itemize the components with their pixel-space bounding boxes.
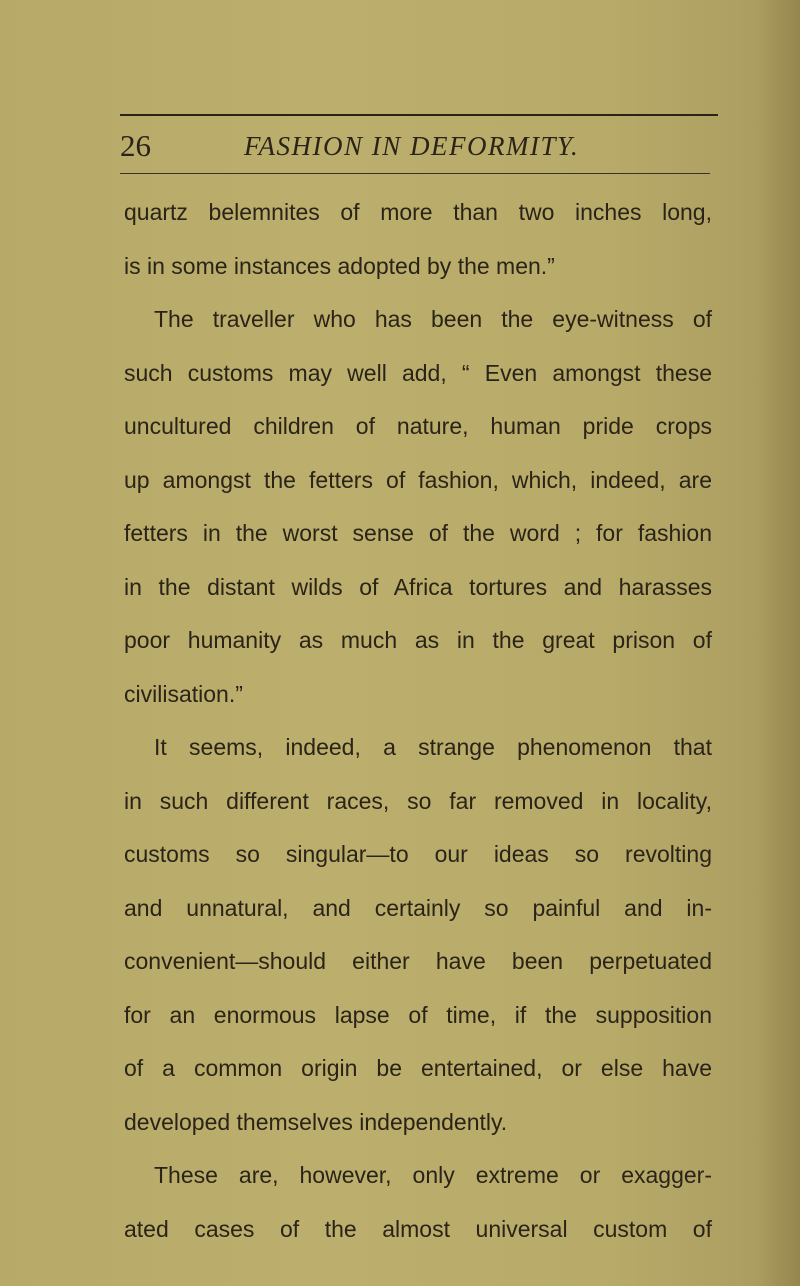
text-line: in such different races, so far removed in locality, <box>124 787 712 814</box>
text-line: for an enormous lapse of time, if the supposition <box>124 1001 712 1028</box>
header-rule-bottom <box>120 173 710 174</box>
text-line: convenient—should either have been perpetuated <box>124 948 712 974</box>
text-line: such customs may well add, “ Even amongst these <box>124 359 712 386</box>
text-line: civilisation.” <box>124 680 243 707</box>
text-line: uncultured children of nature, human pride crops <box>124 413 712 439</box>
text-line: poor humanity as much as in the great prison of <box>124 627 712 653</box>
text-line: in the distant wilds of Africa tortures and harasses <box>124 573 712 600</box>
page-number: 26 <box>120 128 151 163</box>
text-line: It seems, indeed, a strange phenomenon that <box>154 734 712 760</box>
text-line: is in some instances adopted by the men.” <box>124 252 555 279</box>
text-line: ated cases of the almost universal custom of <box>124 1215 712 1242</box>
text-line: These are, however, only extreme or exagger- <box>154 1162 712 1188</box>
body-text <box>124 186 712 1256</box>
page-edge-shadow <box>760 0 800 1286</box>
text-line: and unnatural, and certainly so painful and in- <box>124 894 712 921</box>
text-line: quartz belemnites of more than two inches long, <box>124 199 712 225</box>
header-rule-top <box>120 114 718 116</box>
text-line: of a common origin be entertained, or else have <box>124 1055 712 1081</box>
text-line: up amongst the fetters of fashion, which, indeed, are <box>124 466 712 493</box>
text-line: customs so singular—to our ideas so revolting <box>124 841 712 867</box>
text-line: developed themselves independently. <box>124 1108 508 1135</box>
running-title: FASHION IN DEFORMITY. <box>244 131 580 161</box>
text-line: fetters in the worst sense of the word ; for fashion <box>124 520 712 546</box>
text-line: The traveller who has been the eye-witness of <box>154 306 712 332</box>
